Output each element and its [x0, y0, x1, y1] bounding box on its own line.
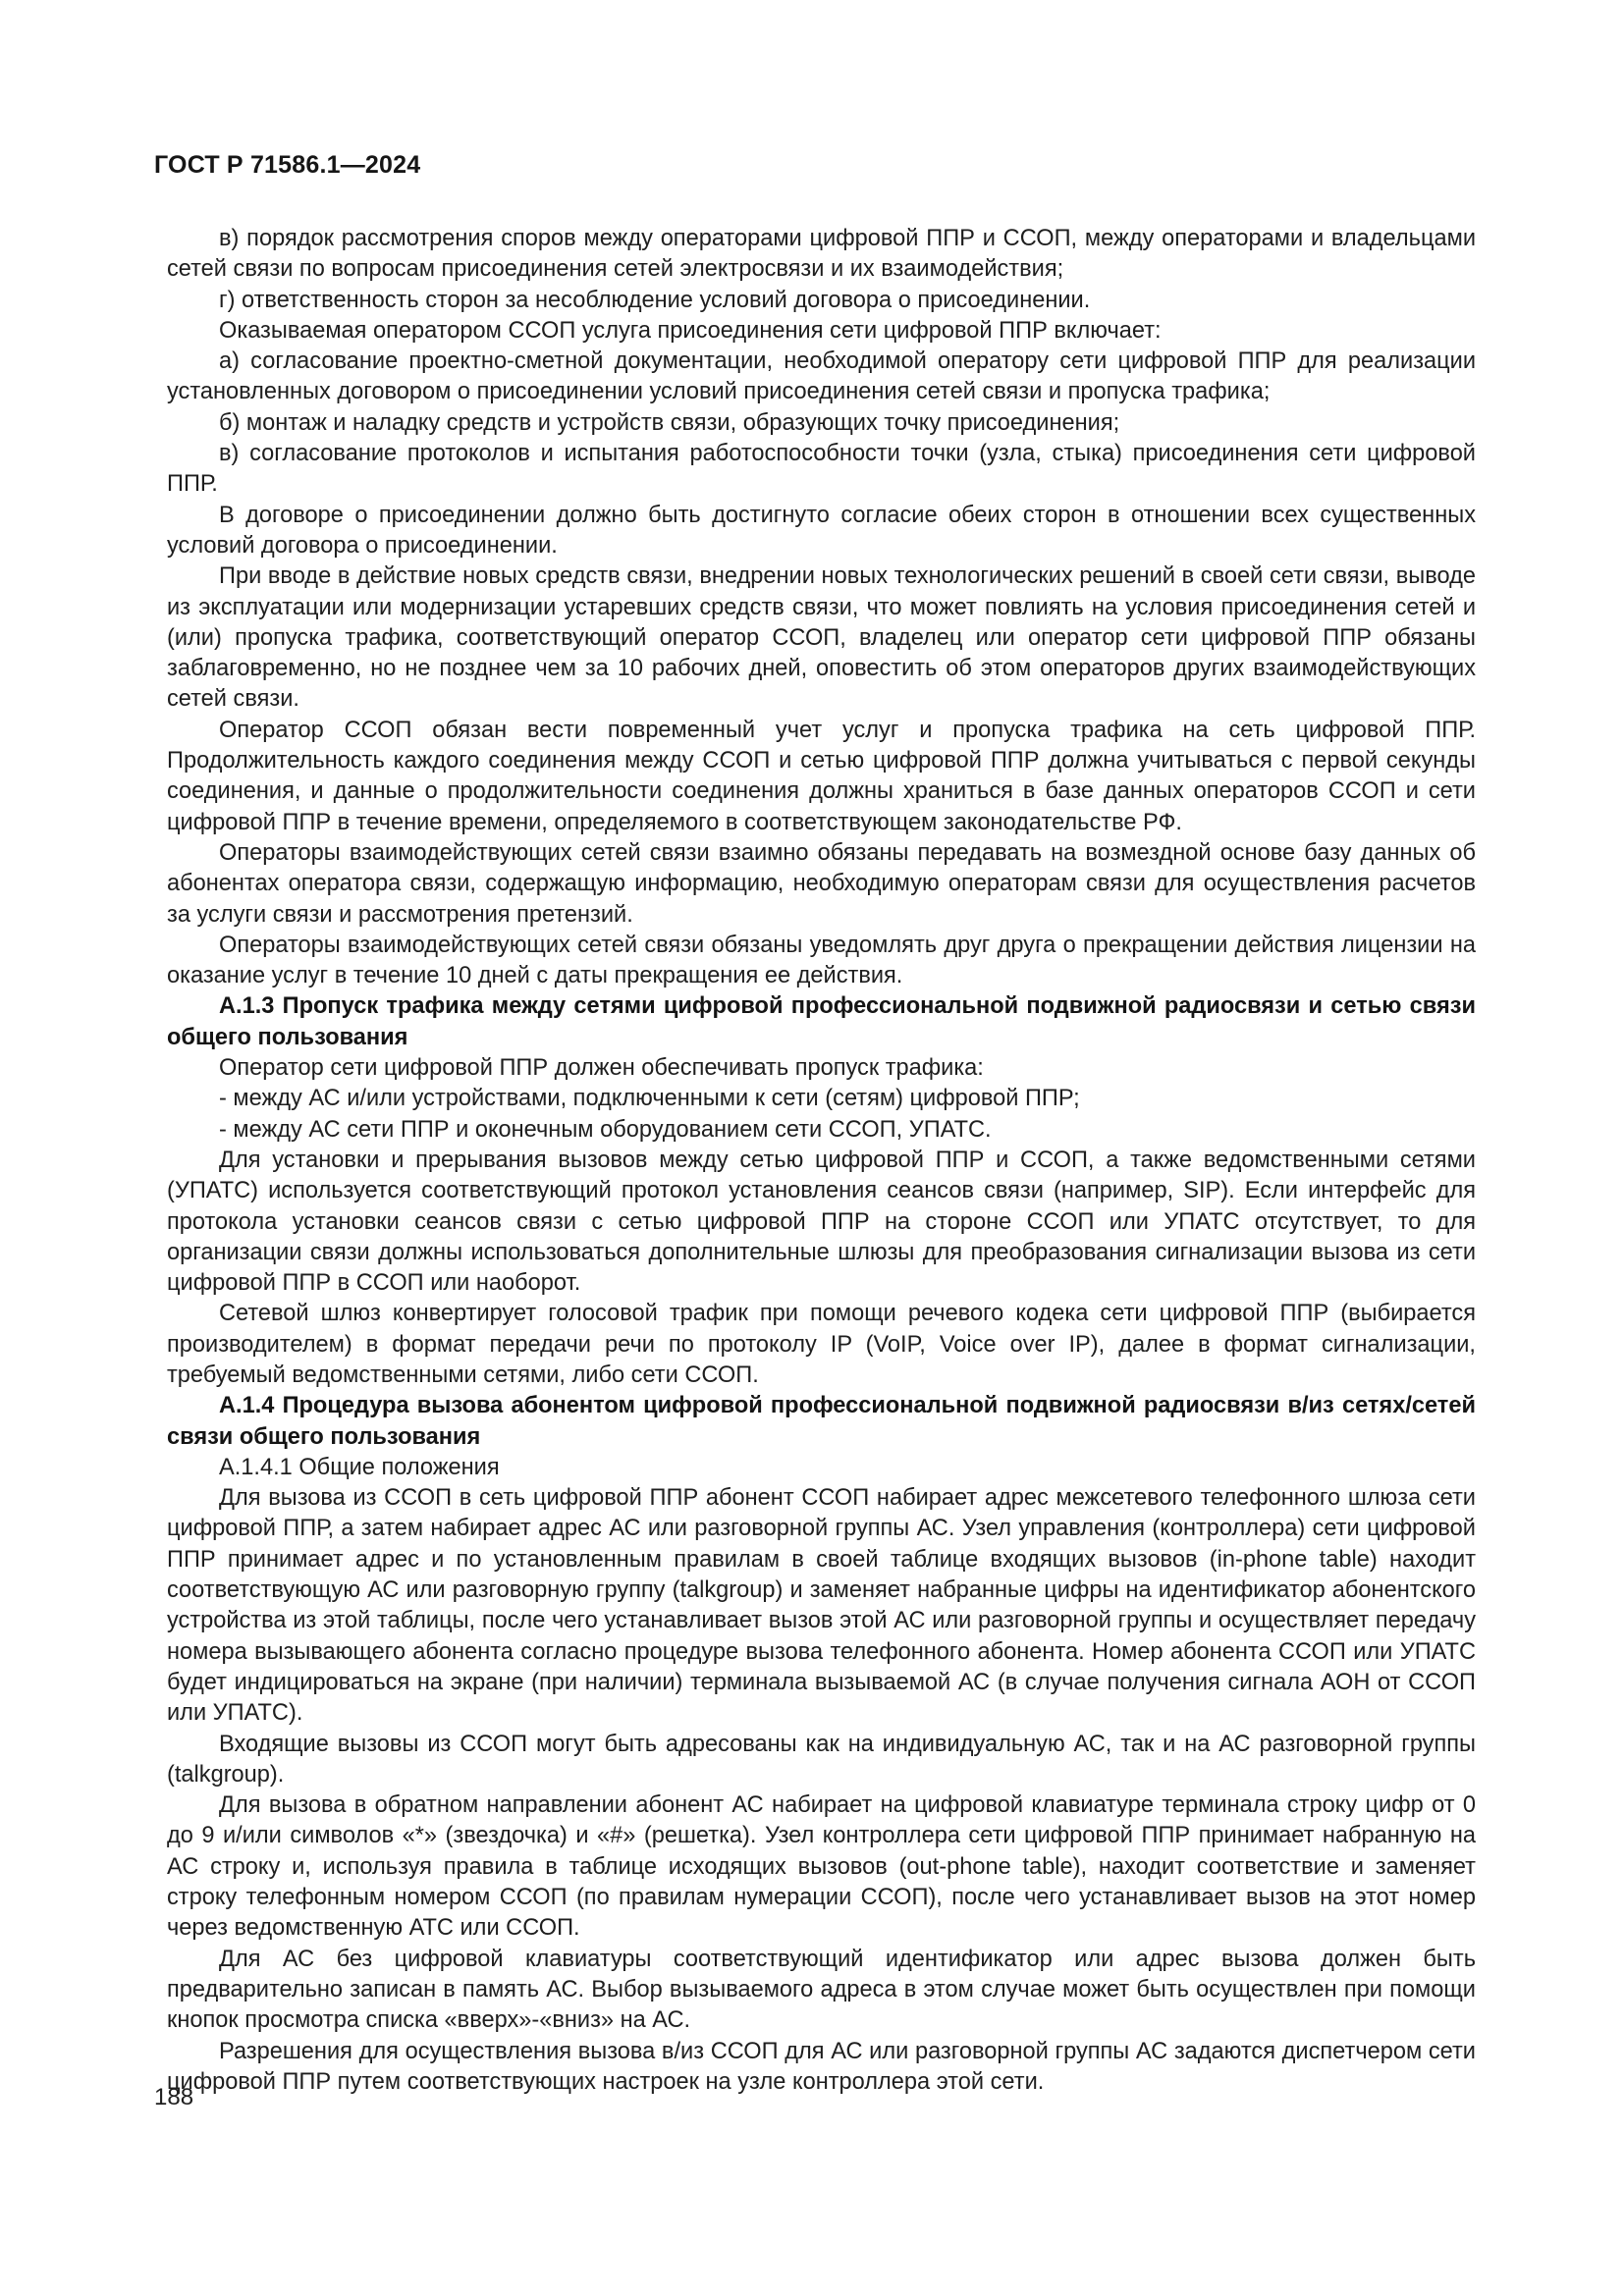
paragraph: Для вызова в обратном направлении абонент АС набирает на цифровой клавиатуре терминала строку цифр от 0 до 9 и/или символов «*» (звездочка) и «#» (решетка). Узел контроллера сети цифровой ППР принимает набранную на АС строку и, используя правила в таблице исходящих вызовов (out-phone table), находит соответствие и заменяет строку телефонным номером ССОП (по правилам нумерации ССОП), после чего устанавливает вызов на этот номер через ведомственную АТС или ССОП.: [167, 1792, 1476, 1942]
paragraph-list-item-v: в) порядок рассмотрения споров между операторами цифровой ППР и ССОП, между операторами и владельцами сетей связи по вопросам присоединения сетей электросвязи и их взаимодействия;: [167, 226, 1476, 283]
paragraph: Для вызова из ССОП в сеть цифровой ППР абонент ССОП набирает адрес межсетевого телефонного шлюза сети цифровой ППР, а затем набирает адрес АС или разговорной группы АС. Узел управления (контроллера) сети цифровой ППР принимает адрес и по установленным правилам в своей таблице входящих вызовов (in-phone table) находит соответствующую АС или разговорную группу (talkgroup) и заменяет набранные цифры на идентификатор абонентского устройства из этой таблицы, после чего устанавливает вызов этой АС или разговорной группы и осуществляет передачу номера вызывающего абонента согласно процедуре вызова телефонного абонента. Номер абонента ССОП или УПАТС будет индицироваться на экране (при наличии) терминала вызываемой АС (в случае получения сигнала АОН от ССОП или УПАТС).: [167, 1485, 1476, 1727]
paragraph: Для АС без цифровой клавиатуры соответствующий идентификатор или адрес вызова должен быть предварительно записан в память АС. Выбор вызываемого адреса в этом случае может быть осуществлен при помощи кнопок просмотра списка «вверх»-«вниз» на АС.: [167, 1946, 1476, 2034]
paragraph: Оператор ССОП обязан вести повременный учет услуг и пропуска трафика на сеть цифровой ППР. Продолжительность каждого соединения между ССОП и сетью цифровой ППР должна учитываться с первой секунды соединения, и данные о продолжительности соединения должны храниться в базе данных операторов ССОП и сети цифровой ППР в течение времени, определяемого в соответствующем законодательстве РФ.: [167, 717, 1476, 835]
paragraph: Сетевой шлюз конвертирует голосовой трафик при помощи речевого кодека сети цифровой ППР (выбирается производителем) в формат передачи речи по протоколу IP (VoIP, Voice over IP), далее в формат сигнализации, требуемый ведомственными сетями, либо сети ССОП.: [167, 1301, 1476, 1388]
paragraph-dash-item: - между АС сети ППР и оконечным оборудованием сети ССОП, УПАТС.: [219, 1116, 992, 1143]
body-text: [167, 224, 1476, 2098]
paragraph: Оказываемая оператором ССОП услуга присоединения сети цифровой ППР включает:: [219, 317, 1162, 344]
paragraph-list-item-g: г) ответственность сторон за несоблюдение условий договора о присоединении.: [219, 287, 1091, 313]
paragraph: Для установки и прерывания вызовов между сетью цифровой ППР и ССОП, а также ведомственными сетями (УПАТС) используется соответствующий протокол установления сеансов связи (например, SIP). Если интерфейс для протокола установки сеансов связи с сетью цифровой ППР на стороне ССОП или УПАТС отсутствует, то для организации связи должны использоваться дополнительные шлюзы для преобразования сигнализации вызова из сети цифровой ППР в ССОП или наоборот.: [167, 1147, 1476, 1297]
paragraph: Разрешения для осуществления вызова в/из ССОП для АС или разговорной группы АС задаются диспетчером сети цифровой ППР путем соответствующих настроек на узле контроллера этой сети.: [167, 2038, 1476, 2095]
subsection-heading-a-1-4-1: А.1.4.1 Общие положения: [219, 1454, 500, 1480]
paragraph: Операторы взаимодействующих сетей связи обязаны уведомлять друг друга о прекращении действия лицензии на оказание услуг в течение 10 дней с даты прекращения ее действия.: [167, 932, 1476, 989]
paragraph: Оператор сети цифровой ППР должен обеспечивать пропуск трафика:: [219, 1055, 984, 1082]
paragraph-list-item-v: в) согласование протоколов и испытания работоспособности точки (узла, стыка) присоединения сети цифровой ППР.: [167, 441, 1476, 498]
section-heading-a-1-3: А.1.3 Пропуск трафика между сетями цифровой профессиональной подвижной радиосвязи и сетью связи общего пользования: [167, 993, 1476, 1050]
page-number: 188: [154, 2084, 194, 2110]
paragraph: В договоре о присоединении должно быть достигнуто согласие обеих сторон в отношении всех существенных условий договора о присоединении.: [167, 502, 1476, 559]
paragraph-list-item-b: б) монтаж и наладку средств и устройств связи, образующих точку присоединения;: [219, 409, 1120, 436]
paragraph-list-item-a: а) согласование проектно-сметной документации, необходимой оператору сети цифровой ППР для реализации установленных договором о присоединении условий присоединения сетей связи и пропуска трафика;: [167, 348, 1476, 405]
section-heading-a-1-4: А.1.4 Процедура вызова абонентом цифровой профессиональной подвижной радиосвязи в/из сетях/сетей связи общего пользования: [167, 1393, 1476, 1450]
paragraph: При вводе в действие новых средств связи, внедрении новых технологических решений в своей сети связи, выводе из эксплуатации или модернизации устаревших средств связи, что может повлиять на условия присоединения сетей и (или) пропуска трафика, соответствующий оператор ССОП, владелец или оператор сети цифровой ППР обязаны заблаговременно, но не позднее чем за 10 рабочих дней, оповестить об этом операторов других взаимодействующих сетей связи.: [167, 563, 1476, 713]
standard-header: ГОСТ Р 71586.1—2024: [154, 151, 421, 179]
paragraph: Входящие вызовы из ССОП могут быть адресованы как на индивидуальную АС, так и на АС разговорной группы (talkgroup).: [167, 1731, 1476, 1788]
paragraph: Операторы взаимодействующих сетей связи взаимно обязаны передавать на возмездной основе базу данных об абонентах оператора связи, содержащую информацию, необходимую операторам связи для осуществления расчетов за услуги связи и рассмотрения претензий.: [167, 839, 1476, 928]
paragraph-dash-item: - между АС и/или устройствами, подключенными к сети (сетям) цифровой ППР;: [219, 1086, 1080, 1112]
